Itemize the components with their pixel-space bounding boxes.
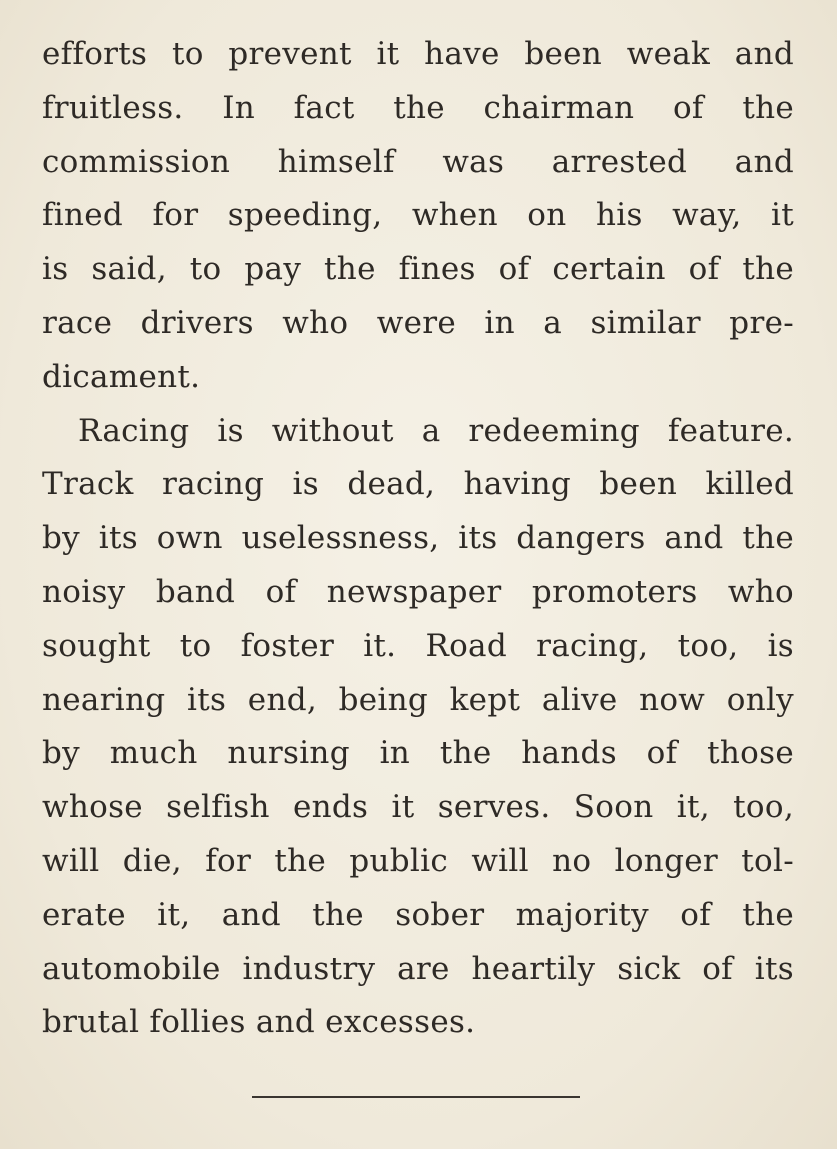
text-line: race drivers who were in a similar pre- xyxy=(42,304,794,341)
section-divider-rule xyxy=(252,1096,580,1098)
text-line: whose selfish ends it serves. Soon it, too, xyxy=(42,789,794,826)
paragraph-first-line: Racing is without a redeeming feature. xyxy=(78,412,794,449)
text-line: by its own uselessness, its dangers and the xyxy=(42,520,794,557)
text-line: Track racing is dead, having been killed xyxy=(42,466,794,503)
text-line: by much nursing in the hands of those xyxy=(42,735,794,772)
text-line: brutal follies and excesses. xyxy=(42,1004,476,1041)
text-line: efforts to prevent it have been weak and xyxy=(42,36,794,72)
text-line: commission himself was arrested and xyxy=(42,143,794,180)
text-line: fruitless. In fact the chairman of the xyxy=(42,89,794,126)
text-line: noisy band of newspaper promoters who xyxy=(42,573,794,610)
text-line: nearing its end, being kept alive now only xyxy=(42,681,794,718)
text-line: erate it, and the sober majority of the xyxy=(42,896,794,933)
text-line: dicament. xyxy=(42,358,201,395)
text-line: is said, to pay the fines of certain of the xyxy=(42,251,794,288)
text-line: automobile industry are heartily sick of its xyxy=(42,950,794,987)
text-line: will die, for the public will no longer tol- xyxy=(42,842,794,879)
text-line: sought to foster it. Road racing, too, is xyxy=(42,627,794,664)
text-column xyxy=(42,28,794,1050)
text-line: fined for speeding, when on his way, it xyxy=(42,197,794,234)
